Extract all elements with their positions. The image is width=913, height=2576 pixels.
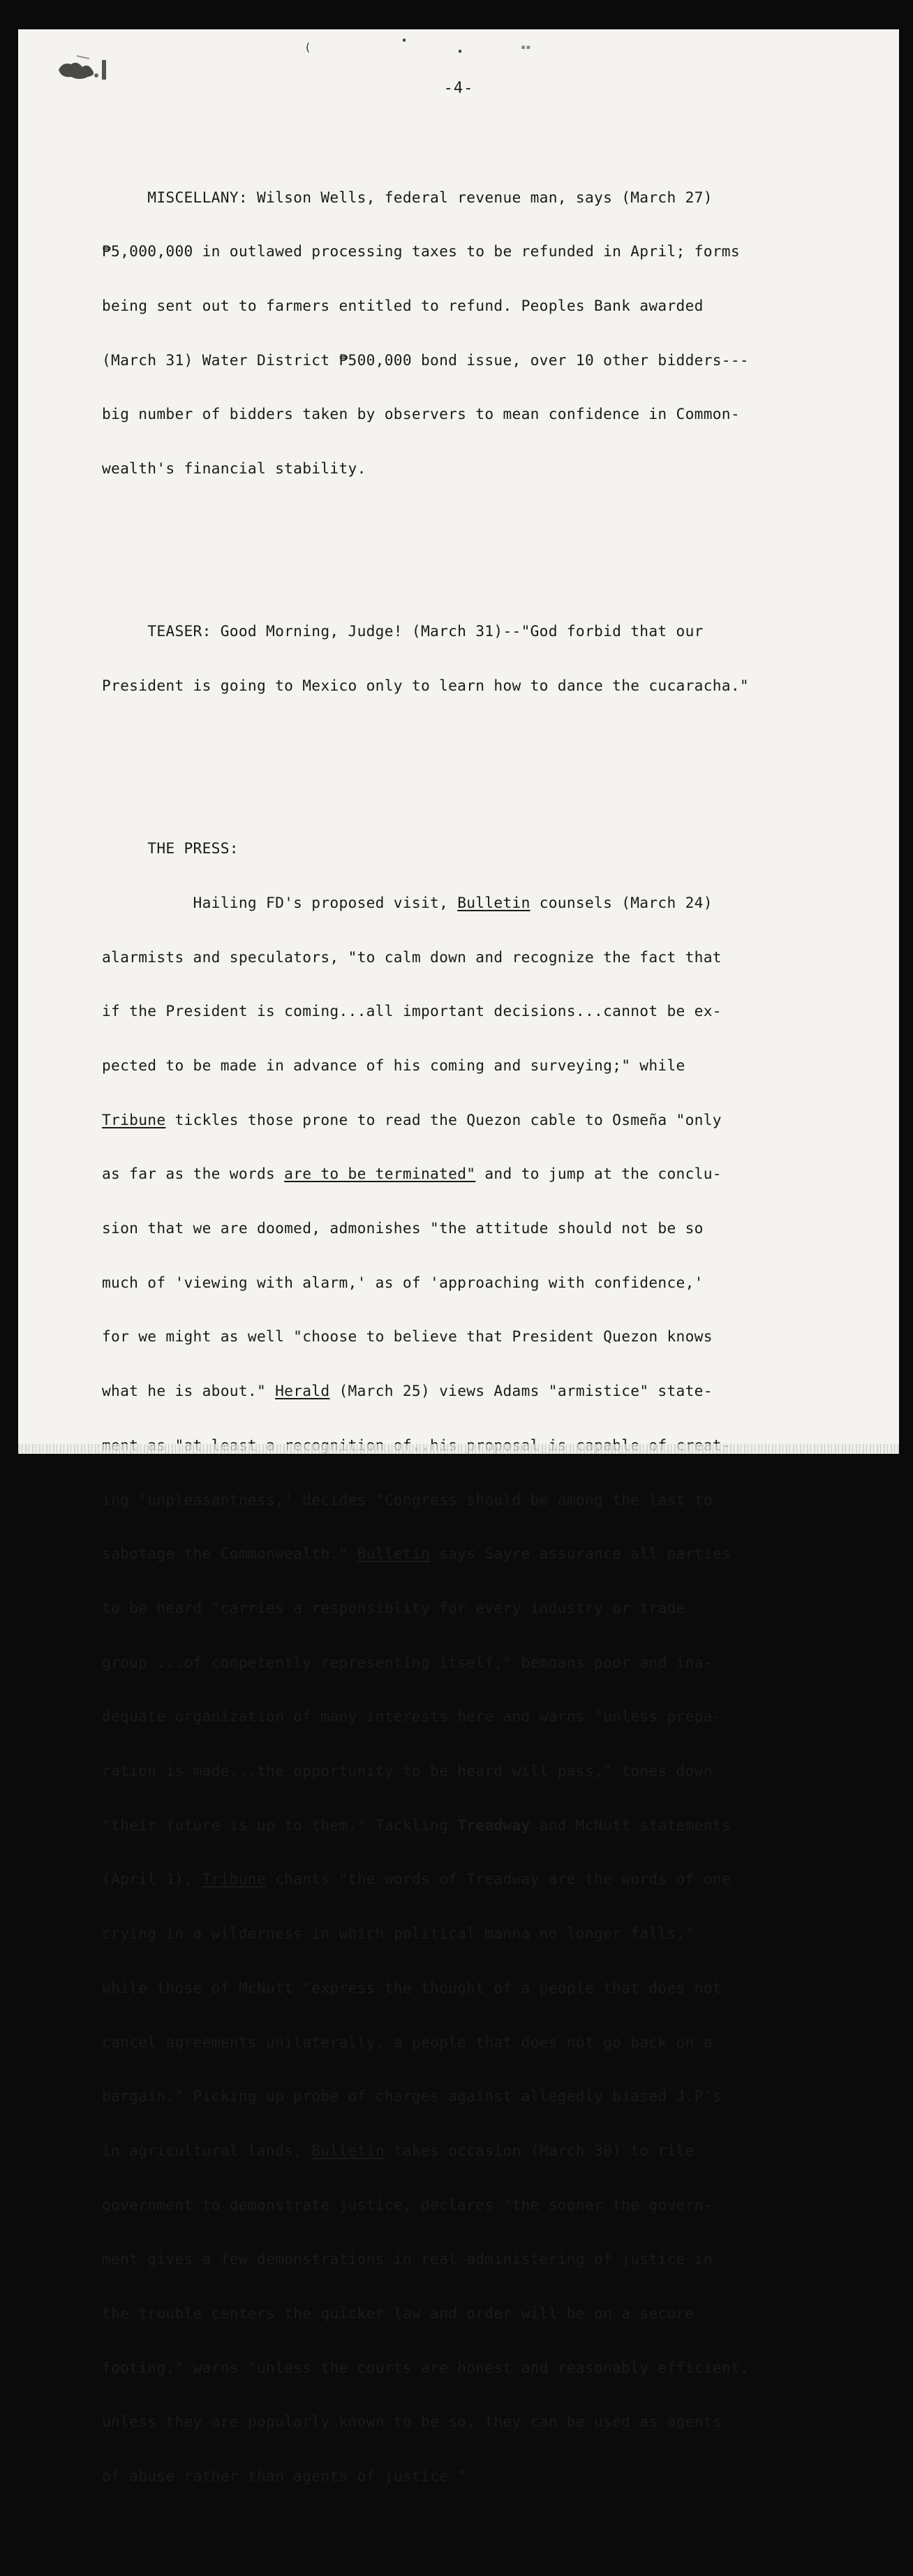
text-line: MISCELLANY: Wilson Wells, federal revenue man, says (March 27)	[102, 188, 713, 206]
text-line: cancel agreements unilaterally, a people that does not go back on a	[102, 2033, 713, 2051]
text-line: sion that we are doomed, admonishes "the attitude should not be so	[102, 1219, 704, 1237]
text-run: and McNutt statements	[530, 1816, 731, 1834]
text-line: ment gives a few demonstrations in real administering of justice in	[102, 2250, 713, 2268]
text-line: crying in a wilderness in which political manna no longer falls,"	[102, 1924, 695, 1943]
text-run: what he is about."	[102, 1382, 276, 1400]
text-line: bargain." Picking up probe of charges against allegedly biased J.P's	[102, 2087, 722, 2105]
text-line: much of 'viewing with alarm,' as of 'approaching with confidence,'	[102, 1273, 704, 1291]
press-paragraph	[102, 803, 898, 2522]
stray-mark: (	[304, 41, 311, 54]
text-line: dequate organization of many interests here and warns "unless prepa-	[102, 1707, 722, 1725]
publication-name: Tribune	[102, 1110, 166, 1128]
text-run: tickles those prone to read the Quezon cable to Osmeña "only	[165, 1110, 722, 1128]
publication-name: Bulletin	[457, 893, 530, 911]
text-line: while those of McNutt "express the thought of a people that does not	[102, 1978, 722, 1996]
text-line: President is going to Mexico only to learn how to dance the cucaracha."	[102, 676, 749, 694]
text-run: (March 25) views Adams "armistice" state-	[329, 1382, 713, 1400]
scan-edge-noise	[18, 1444, 899, 1454]
text-line: ₱5,000,000 in outlawed processing taxes to be refunded in April; forms	[102, 242, 740, 260]
stray-mark: ▪▪	[521, 42, 531, 52]
typed-text-body	[102, 116, 898, 2576]
text-line	[102, 1165, 898, 1183]
text-line	[102, 1545, 898, 1563]
stray-mark: ▪	[402, 36, 407, 44]
text-line: of abuse rather than agents of justice."	[102, 2467, 467, 2485]
miscellany-paragraph	[102, 152, 898, 514]
text-run: in agricultural lands,	[102, 2141, 312, 2159]
text-line: the trouble centers the quicker law and order will be on a secure	[102, 2304, 695, 2323]
text-run: as far as the words	[102, 1165, 285, 1183]
document-page	[18, 29, 899, 2485]
text-line: if the President is coming...all important decisions...cannot be ex-	[102, 1002, 722, 1020]
text-line: for we might as well "choose to believe that President Quezon knows	[102, 1327, 713, 1346]
text-run: sabotage the Commonwealth."	[102, 1545, 357, 1563]
text-run: says Sayre assurance all parties	[430, 1545, 731, 1563]
text-run: "their future is up to them." Tackling	[102, 1816, 458, 1834]
text-run: Hailing FD's proposed visit,	[102, 893, 458, 911]
text-run: chants "the words of Treadway are the words of one	[266, 1870, 731, 1888]
text-run: (April 1),	[102, 1870, 202, 1888]
publication-name: Bulletin	[357, 1545, 431, 1563]
page-number: -4-	[443, 80, 474, 97]
text-line	[102, 1382, 898, 1400]
teaser-paragraph	[102, 586, 898, 730]
text-line: being sent out to farmers entitled to refund. Peoples Bank awarded	[102, 297, 704, 315]
publication-name: Bulletin	[311, 2141, 385, 2159]
text-run: takes occasion (March 30) to rile	[384, 2141, 695, 2159]
text-line	[102, 2142, 898, 2160]
text-line: footing," warns "unless the courts are honest and reasonably efficient,	[102, 2358, 749, 2376]
text-run: counsels (March 24)	[530, 893, 713, 911]
text-line	[102, 1870, 898, 1888]
publication-name: Tribune	[202, 1870, 267, 1888]
text-line: unless they are popularly known to be so, they can be used as agents	[102, 2413, 722, 2431]
bold-name: Treadway	[457, 1816, 530, 1834]
stray-mark: ▪	[458, 47, 463, 55]
underlined-quote: are to be terminated"	[284, 1165, 476, 1183]
text-line	[102, 894, 898, 912]
text-line: TEASER: Good Morning, Judge! (March 31)--"God forbid that our	[102, 622, 704, 640]
text-line: ing 'unpleasantness,' decides "Congress should be among the last to	[102, 1490, 713, 1508]
text-line: ration is made...the opportunity to be heard will pass," tones down	[102, 1762, 713, 1780]
text-line: pected to be made in advance of his coming and surveying;" while	[102, 1056, 685, 1074]
text-line: to be heard "carries a responsiblity for every industry or trade	[102, 1598, 685, 1617]
text-line: big number of bidders taken by observers to mean confidence in Common-	[102, 405, 740, 423]
text-line	[102, 1816, 898, 1834]
publication-name: Herald	[275, 1382, 330, 1400]
section-heading: THE PRESS:	[102, 839, 239, 858]
text-line: wealth's financial stability.	[102, 459, 366, 478]
text-line: government to demonstrate justice, declares "the sooner the govern-	[102, 2195, 713, 2214]
text-line: (March 31) Water District ₱500,000 bond issue, over 10 other bidders---	[102, 351, 749, 369]
text-line	[102, 1111, 898, 1129]
text-run: and to jump at the conclu-	[475, 1165, 722, 1183]
text-line: alarmists and speculators, "to calm down and recognize the fact that	[102, 948, 722, 966]
text-line: group....of competently representing itself," bemoans poor and ina-	[102, 1653, 713, 1671]
